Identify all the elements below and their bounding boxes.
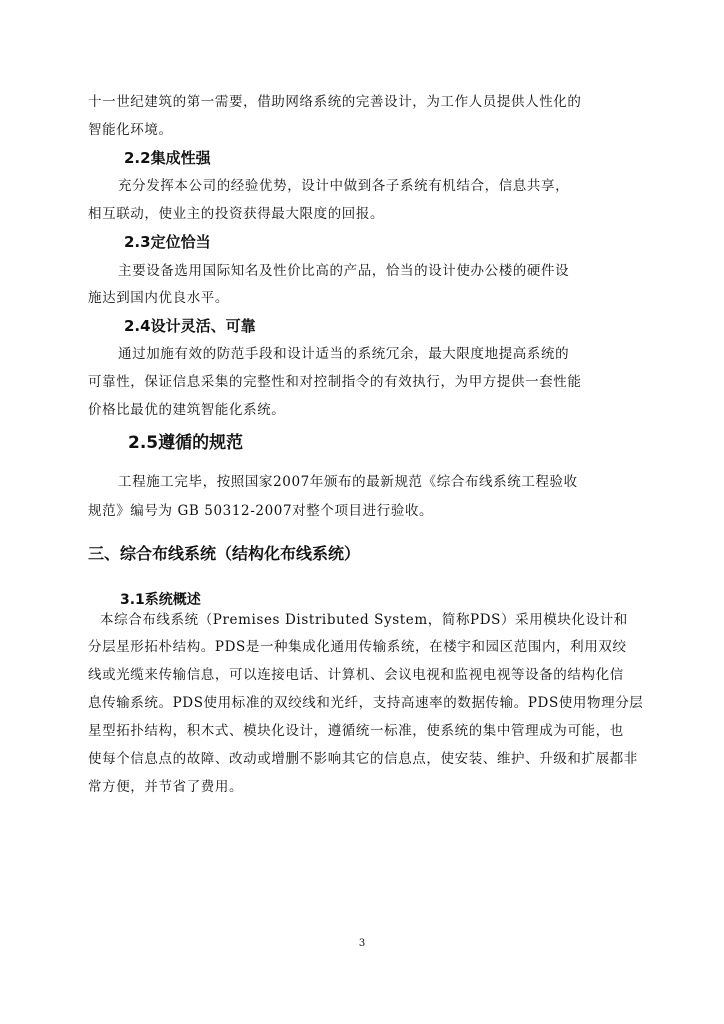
- section-heading-2-4: 2.4设计灵活、可靠: [124, 317, 256, 335]
- body-line: 可靠性，保证信息采集的完整性和对控制指令的有效执行，为甲方提供一套性能: [88, 374, 582, 390]
- body-line: 常方便，并节省了费用。: [88, 779, 244, 795]
- body-line: 本综合布线系统（Premises Distributed System，简称PDS）采用模块化设计和: [100, 612, 628, 628]
- section-heading-2-5: 2.5遵循的规范: [128, 433, 244, 453]
- body-line: 分层星形拓朴结构。PDS是一种集成化通用传输系统，在楼宇和园区范围内，利用双绞: [88, 639, 627, 655]
- body-line: 价格比最优的建筑智能化系统。: [88, 402, 286, 418]
- body-line: 星型拓扑结构，积木式、模块化设计，遵循统一标准，使系统的集中管理成为可能，也: [88, 723, 624, 739]
- section-heading-2-3: 2.3定位恰当: [124, 233, 211, 251]
- body-line: 息传输系统。PDS使用标准的双绞线和光纤，支持高速率的数据传输。PDS使用物理分层: [88, 695, 644, 711]
- body-line: 线或光缆来传输信息，可以连接电话、计算机、会议电视和监视电视等设备的结构化信: [88, 667, 624, 683]
- chapter-heading-3: 三、综合布线系统（结构化布线系统）: [88, 544, 361, 563]
- body-line: 施达到国内优良水平。: [88, 290, 229, 306]
- body-line: 使每个信息点的故障、改动或增删不影响其它的信息点，使安装、维护、升级和扩展都非: [88, 751, 638, 767]
- body-line: 充分发挥本公司的经验优势，设计中做到各子系统有机结合，信息共享，: [118, 178, 570, 194]
- body-line: 规范》编号为 GB 50312-2007对整个项目进行验收。: [88, 503, 434, 519]
- page-number: 3: [358, 938, 366, 949]
- body-line: 通过加施有效的防范手段和设计适当的系统冗余，最大限度地提高系统的: [118, 346, 570, 362]
- body-line: 十一世纪建筑的第一需要，借助网络系统的完善设计，为工作人员提供人性化的: [88, 94, 582, 110]
- body-line: 智能化环境。: [88, 122, 173, 138]
- body-line: 主要设备选用国际知名及性价比高的产品，恰当的设计使办公楼的硬件设: [118, 263, 570, 279]
- body-line: 相互联动，使业主的投资获得最大限度的回报。: [88, 206, 385, 222]
- body-line: 工程施工完毕，按照国家2007年颁布的最新规范《综合布线系统工程验收: [118, 474, 578, 490]
- section-heading-2-2: 2.2集成性强: [124, 149, 211, 167]
- section-heading-3-1: 3.1系统概述: [120, 592, 201, 608]
